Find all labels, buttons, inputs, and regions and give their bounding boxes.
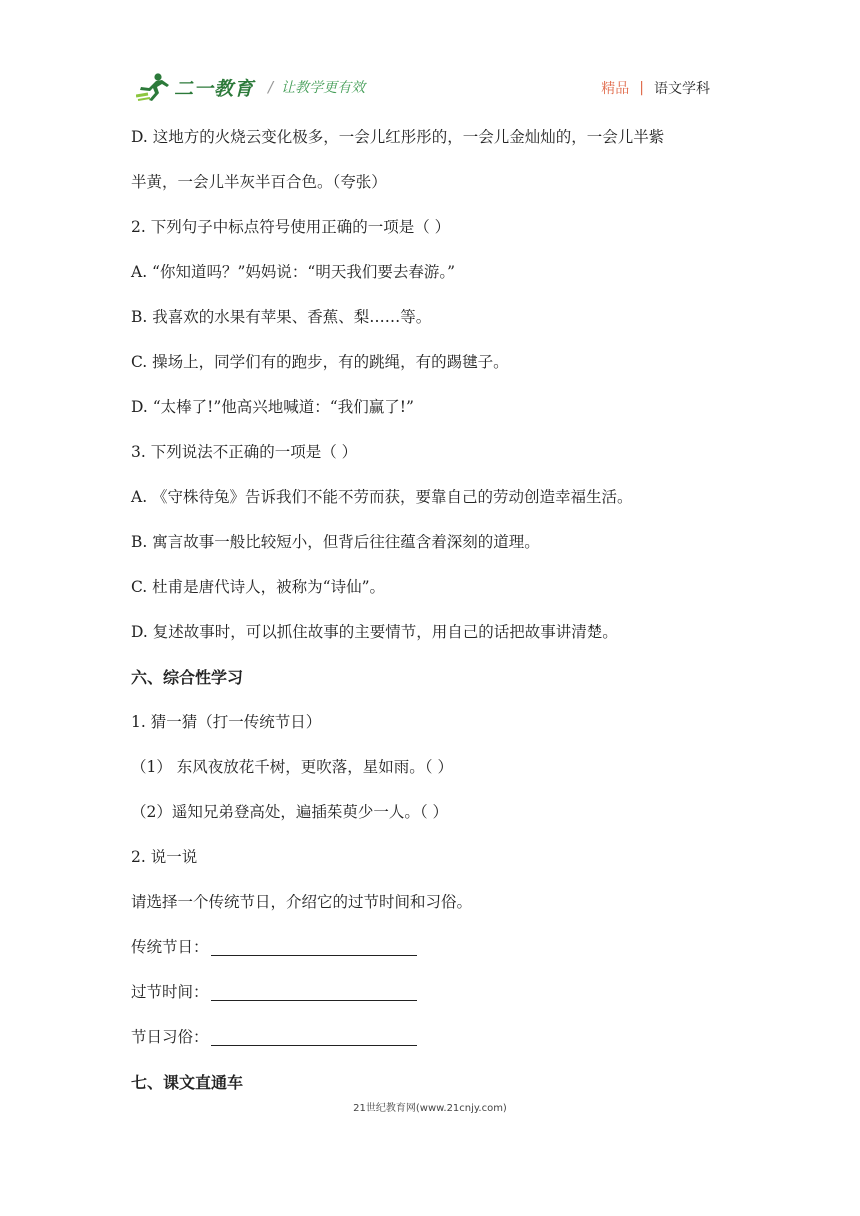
speak-instruction: 请选择一个传统节日，介绍它的过节时间和习俗。 — [131, 893, 473, 911]
q3-option-b: B. 寓言故事一般比较短小，但背后往往蕴含着深刻的道理。 — [131, 533, 540, 551]
question-3: 3. 下列说法不正确的一项是（ ） — [131, 443, 358, 461]
subject-badge — [601, 78, 710, 98]
worksheet-body — [131, 115, 751, 1105]
option-d-text: D. 这地方的火烧云变化极多，一会儿红彤彤的，一会儿金灿灿的，一会儿半紫 — [131, 128, 665, 146]
option-d-continued: 半黄，一会儿半灰半百合色。（夸张） — [131, 173, 387, 191]
page-footer: 21世纪教育网(www.21cnjy.com) — [353, 1103, 507, 1114]
subject-label: 语文学科 — [654, 81, 710, 97]
badge-divider: | — [639, 80, 644, 96]
section-7-heading: 七、课文直通车 — [131, 1073, 244, 1092]
riddle-1: （1） 东风夜放花千树，更吹落，星如雨。（ ） — [131, 758, 453, 776]
running-figure-icon — [136, 72, 172, 102]
festival-custom-blank[interactable] — [211, 1025, 417, 1046]
q2-option-b: B. 我喜欢的水果有苹果、香蕉、梨……等。 — [131, 308, 432, 326]
section-6-heading: 六、综合性学习 — [131, 668, 244, 687]
festival-time-label: 过节时间： — [131, 983, 209, 1001]
page-header — [0, 0, 860, 110]
festival-custom-row — [131, 1015, 751, 1060]
brand-name: 二一教育 — [174, 77, 255, 100]
riddle-2: （2）遥知兄弟登高处，遍插茱萸少一人。（ ） — [131, 803, 449, 821]
q2-option-d: D. “太棒了!”他高兴地喊道：“我们赢了!” — [131, 398, 414, 416]
brand-slogan: 让教学更有效 — [281, 80, 366, 96]
question-2: 2. 下列句子中标点符号使用正确的一项是（ ） — [131, 218, 451, 236]
q3-option-c: C. 杜甫是唐代诗人，被称为“诗仙”。 — [131, 578, 386, 596]
speak-question: 2. 说一说 — [131, 848, 198, 866]
festival-name-row — [131, 925, 751, 970]
festival-time-row — [131, 970, 751, 1015]
q3-option-a: A. 《守株待兔》告诉我们不能不劳而获，要靠自己的劳动创造幸福生活。 — [131, 488, 633, 506]
festival-name-label: 传统节日： — [131, 938, 209, 956]
header-separator: / — [268, 78, 274, 96]
riddle-question: 1. 猜一猜（打一传统节日） — [131, 713, 322, 731]
festival-time-blank[interactable] — [211, 980, 417, 1001]
q2-option-c: C. 操场上，同学们有的跑步，有的跳绳，有的踢毽子。 — [131, 353, 509, 371]
festival-custom-label: 节日习俗： — [131, 1028, 209, 1046]
premium-label: 精品 — [601, 81, 630, 97]
q2-option-a: A. “你知道吗？”妈妈说：“明天我们要去春游。” — [131, 263, 455, 281]
festival-name-blank[interactable] — [211, 935, 417, 956]
q3-option-d: D. 复述故事时，可以抓住故事的主要情节，用自己的话把故事讲清楚。 — [131, 623, 618, 641]
brand-logo — [136, 72, 365, 102]
